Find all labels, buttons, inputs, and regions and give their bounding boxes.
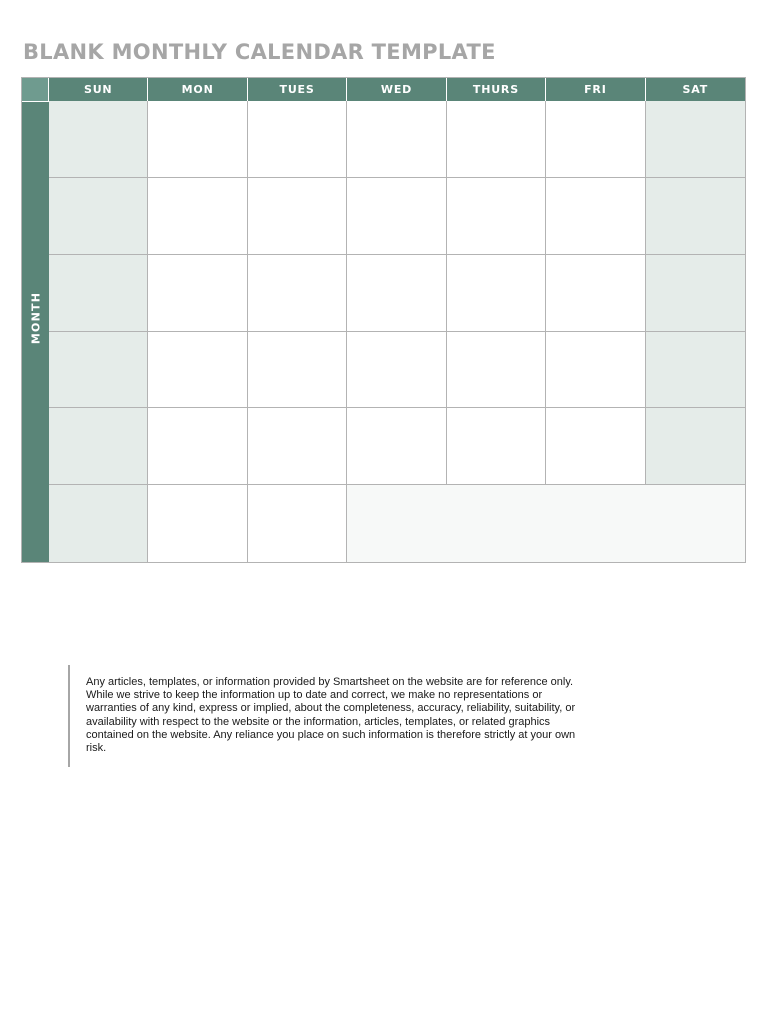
day-cell[interactable] (248, 101, 347, 178)
day-cell[interactable] (49, 408, 148, 485)
day-cell[interactable] (546, 332, 645, 409)
day-cell[interactable] (49, 255, 148, 332)
day-header-sun: SUN (49, 78, 148, 101)
day-cell[interactable] (49, 178, 148, 255)
month-sidebar (22, 101, 49, 562)
day-cell[interactable] (646, 178, 745, 255)
day-cell[interactable] (347, 332, 446, 409)
day-cell[interactable] (148, 408, 247, 485)
day-cell[interactable] (148, 485, 247, 562)
day-header-fri: FRI (546, 78, 645, 101)
day-cell[interactable] (447, 255, 546, 332)
day-cell[interactable] (546, 178, 645, 255)
day-cell[interactable] (148, 255, 247, 332)
day-cell[interactable] (447, 332, 546, 409)
day-header-mon: MON (148, 78, 247, 101)
day-cell[interactable] (248, 485, 347, 562)
day-cell[interactable] (546, 255, 645, 332)
day-cell[interactable] (248, 178, 347, 255)
day-cell[interactable] (49, 485, 148, 562)
calendar-corner (22, 78, 49, 101)
notes-area[interactable] (347, 485, 745, 562)
day-cell[interactable] (646, 408, 745, 485)
day-cell[interactable] (546, 408, 645, 485)
day-cell[interactable] (546, 101, 645, 178)
day-cell[interactable] (347, 178, 446, 255)
day-cell[interactable] (148, 332, 247, 409)
day-header-wed: WED (347, 78, 446, 101)
month-label: MONTH (29, 292, 42, 345)
calendar-grid (21, 77, 746, 563)
day-cell[interactable] (447, 178, 546, 255)
day-header-sat: SAT (646, 78, 745, 101)
day-cell[interactable] (248, 255, 347, 332)
day-cell[interactable] (248, 332, 347, 409)
day-cell[interactable] (49, 332, 148, 409)
disclaimer-text: Any articles, templates, or information provided by Smartsheet on the website are for reference only. While we strive to keep the information up to date and correct, we make no representations or warranties of any kind, express or implied, about the completeness, accuracy, reliability, suitability, or availability with respect to the website or the information, articles, templates, or related graphics contained on the website. Any reliance you place on such information is therefore strictly at your own risk. (86, 676, 576, 755)
day-cell[interactable] (646, 255, 745, 332)
day-cell[interactable] (148, 101, 247, 178)
day-cell[interactable] (447, 101, 546, 178)
page-title: BLANK MONTHLY CALENDAR TEMPLATE (23, 40, 496, 64)
day-cell[interactable] (148, 178, 247, 255)
day-cell[interactable] (347, 255, 446, 332)
day-cell[interactable] (248, 408, 347, 485)
disclaimer-box (68, 665, 588, 767)
day-cell[interactable] (646, 101, 745, 178)
day-header-tues: TUES (248, 78, 347, 101)
day-cell[interactable] (49, 101, 148, 178)
day-cell[interactable] (347, 101, 446, 178)
day-cell[interactable] (447, 408, 546, 485)
day-header-thurs: THURS (447, 78, 546, 101)
day-cell[interactable] (646, 332, 745, 409)
day-cell[interactable] (347, 408, 446, 485)
